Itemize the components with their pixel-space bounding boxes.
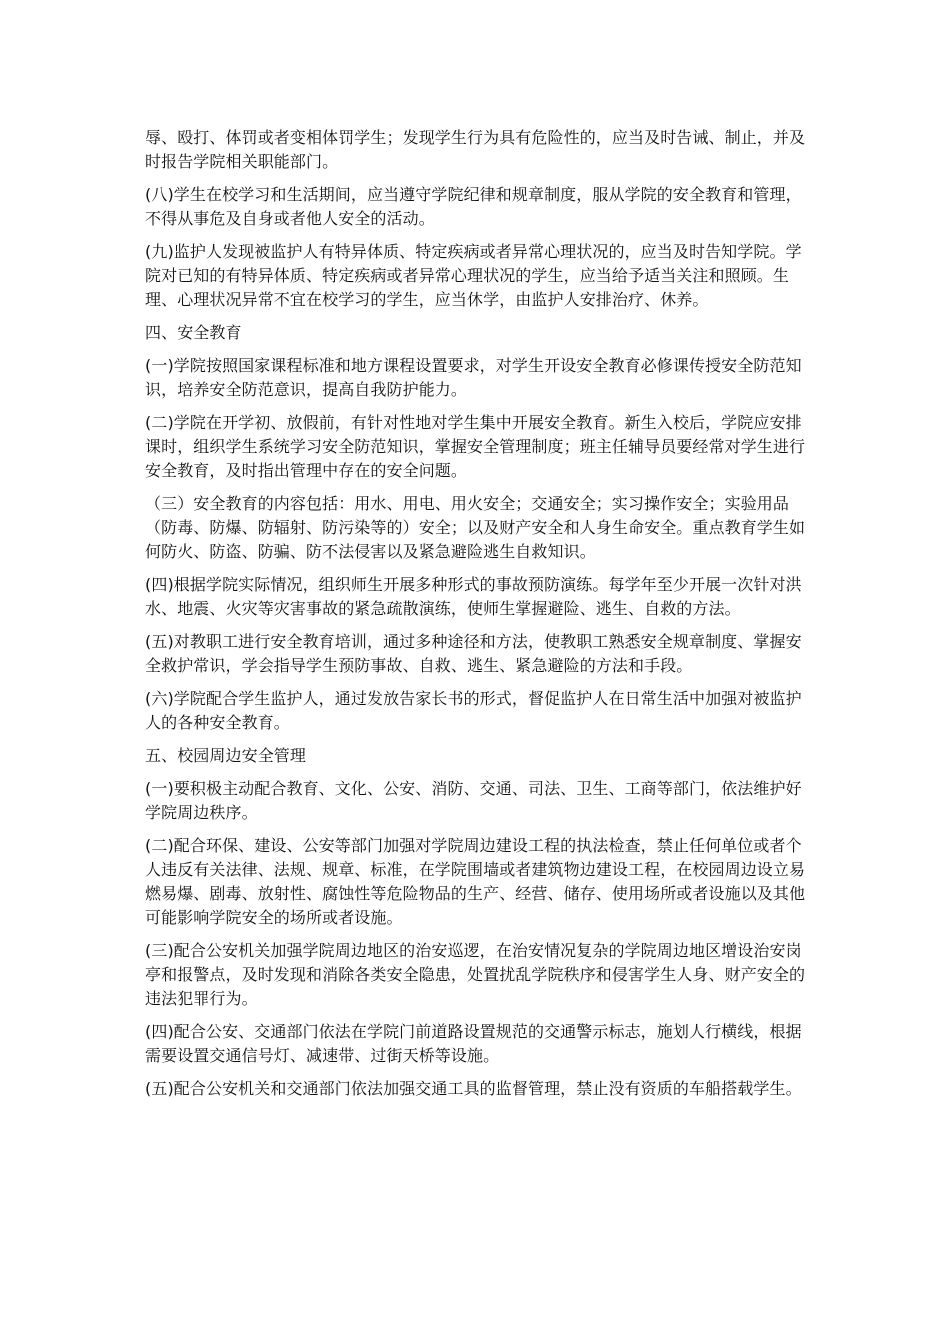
paragraph-surroundings-5: (五)配合公安机关和交通部门依法加强交通工具的监督管理，禁止没有资质的车船搭载学生。 [145,1079,802,1098]
paragraph-education-4: (四)根据学院实际情况，组织师生开展多种形式的事故预防演练。每学年至少开展一次针对洪水、地震、火灾等灾害事故的紧急疏散演练，使师生掌握避险、逃生、自救的方法。 [145,575,802,618]
paragraph-surroundings-1: (一)要积极主动配合教育、文化、公安、消防、交通、司法、卫生、工商等部门，依法维护好学院周边秩序。 [145,779,802,822]
paragraph-item-9: (九)监护人发现被监护人有特异体质、特定疾病或者异常心理状况的，应当及时告知学院。学院对已知的有特异体质、特定疾病或者异常心理状况的学生，应当给予适当关注和照顾。生理、心理状况异常不宜在校学习的学生，应当休学，由监护人安排治疗、休养。 [145,242,802,309]
paragraph-education-6: (六)学院配合学生监护人，通过发放告家长书的形式，督促监护人在日常生活中加强对被监护人的各种安全教育。 [145,689,802,732]
paragraph-continuation: 辱、殴打、体罚或者变相体罚学生；发现学生行为具有危险性的，应当及时告诫、制止，并及时报告学院相关职能部门。 [145,128,806,171]
document-page [145,126,810,1110]
paragraph-education-2: (二)学院在开学初、放假前，有针对性地对学生集中开展安全教育。新生入校后，学院应安排课时，组织学生系统学习安全防范知识，掌握安全管理制度；班主任辅导员要经常对学生进行安全教育，及时指出管理中存在的安全问题。 [145,413,806,480]
section-heading-safety-education: 四、安全教育 [145,323,242,342]
paragraph-surroundings-2: (二)配合环保、建设、公安等部门加强对学院周边建设工程的执法检查，禁止任何单位或者个人违反有关法律、法规、规章、标准，在学院围墙或者建筑物边建设工程，在校园周边设立易燃易爆、剧毒、放射性、腐蚀性等危险物品的生产、经营、储存、使用场所或者设施以及其他可能影响学院安全的场所或者设施。 [145,836,806,927]
paragraph-education-3: （三）安全教育的内容包括：用水、用电、用火安全；交通安全；实习操作安全；实验用品（防毒、防爆、防辐射、防污染等的）安全；以及财产安全和人身生命安全。重点教育学生如何防火、防盗、防骗、防不法侵害以及紧急避险逃生自救知识。 [145,494,806,561]
paragraph-education-5: (五)对教职工进行安全教育培训，通过多种途径和方法，使教职工熟悉安全规章制度、掌握安全救护常识，学会指导学生预防事故、自救、逃生、紧急避险的方法和手段。 [145,632,802,675]
paragraph-surroundings-3: (三)配合公安机关加强学院周边地区的治安巡逻，在治安情况复杂的学院周边地区增设治安岗亭和报警点，及时发现和消除各类安全隐患，处置扰乱学院秩序和侵害学生人身、财产安全的违法犯罪行为。 [145,941,806,1008]
paragraph-item-8: (八)学生在校学习和生活期间，应当遵守学院纪律和规章制度，服从学院的安全教育和管理，不得从事危及自身或者他人安全的活动。 [145,185,802,228]
paragraph-surroundings-4: (四)配合公安、交通部门依法在学院门前道路设置规范的交通警示标志，施划人行横线，根据需要设置交通信号灯、减速带、过街天桥等设施。 [145,1022,802,1065]
section-heading-campus-surroundings: 五、校园周边安全管理 [145,746,307,765]
paragraph-education-1: (一)学院按照国家课程标准和地方课程设置要求，对学生开设安全教育必修课传授安全防范知识，培养安全防范意识，提高自我防护能力。 [145,356,802,399]
